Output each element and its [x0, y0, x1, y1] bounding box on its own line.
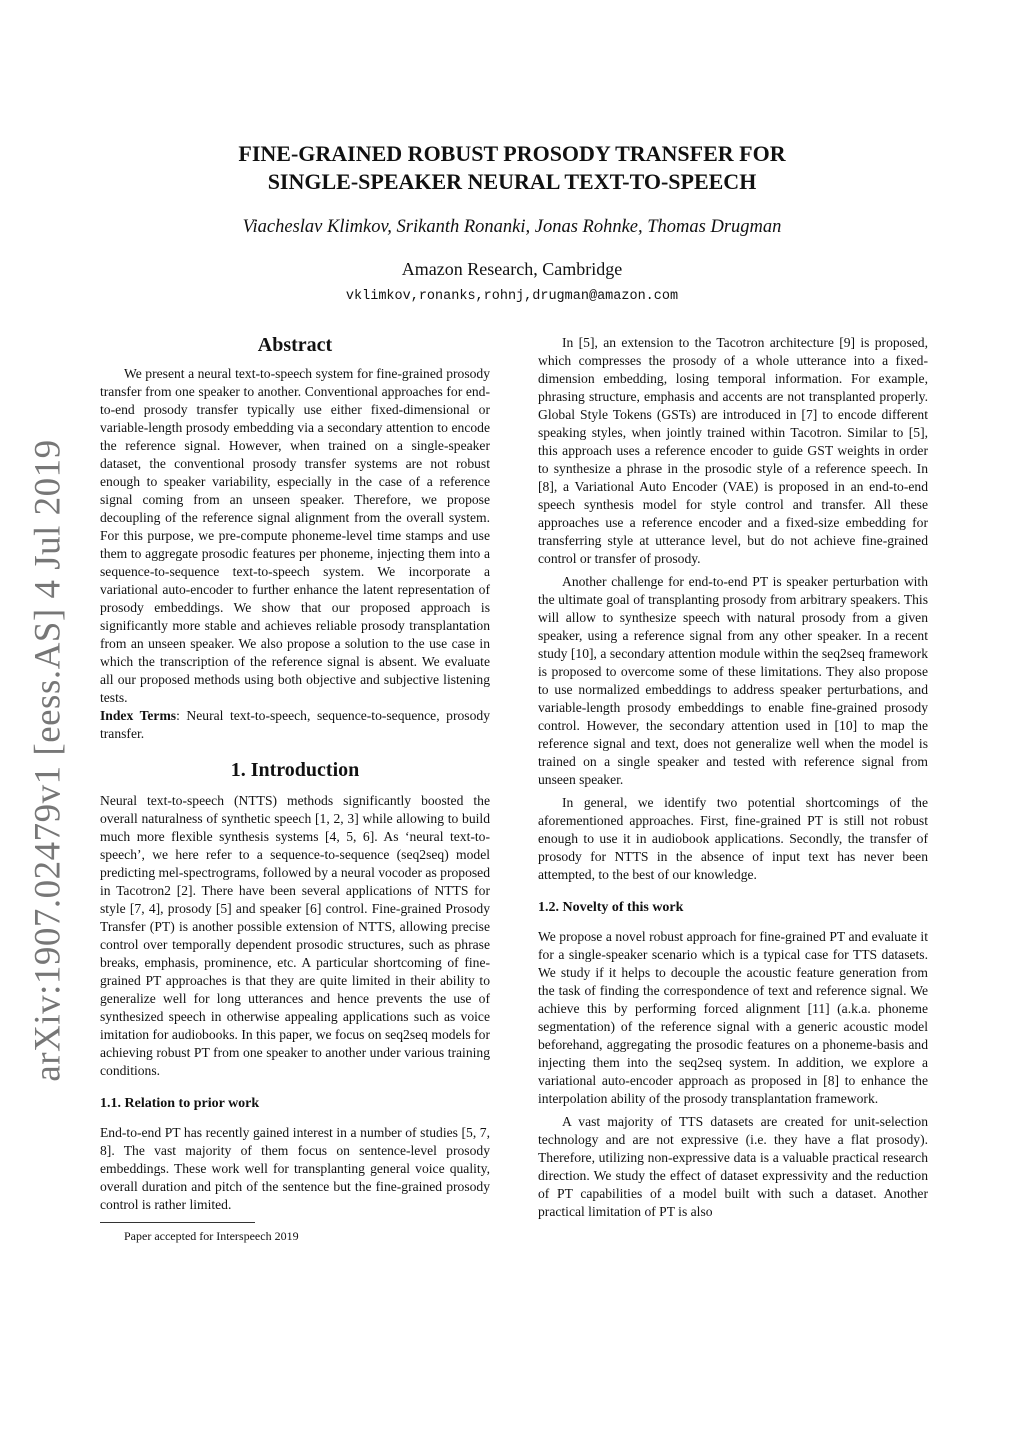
index-terms-label: Index Terms: [100, 708, 177, 723]
related-work-paragraph: End-to-end PT has recently gained interest in a number of studies [5, 7, 8]. The vast majority of them focus on sentence-level prosody embeddings. These work well for transplanting general voice quality, overall duration and pitch of the sentence but the fine-grained prosody control is rather limited.: [100, 1125, 490, 1212]
paper-authors: Viacheslav Klimkov, Srikanth Ronanki, Jonas Rohnke, Thomas Drugman: [242, 217, 782, 237]
right-paragraph-1: In [5], an extension to the Tacotron architecture [9] is proposed, which compresses the prosody of a whole utterance into a fixed-dimension embedding, losing temporal information. For example, phrasing structure, emphasis and accents are not transplanted properly. Global Style Tokens (GSTs) are introduced in [7] to encode different speaking styles, when jointly trained within Tacotron. Similar to [5], this approach uses a reference encoder to guide GST weights in order to synthesize a phrase in the prosodic style of a reference speech. In [8], a Variational Auto Encoder (VAE) is proposed in an end-to-end speech synthesis model for style control and transfer. All these approaches use a reference encoder and a fixed-size embedding for transferring style at utterance level, but do not achieve fine-grained control or transfer of prosody.: [538, 335, 928, 566]
footnote-divider: [100, 1222, 255, 1223]
index-terms: [100, 707, 490, 743]
right-paragraph-2: Another challenge for end-to-end PT is speaker perturbation with the ultimate goal of transplanting prosody from arbitrary speakers. This will allow to synthesize speech with natural prosody from a given speaker, using a reference signal from any other speaker. In a recent study [10], a secondary attention module within the seq2seq framework is proposed to overcome some of these limitations. They also propose to use normalized embeddings to address speaker perturbations, and variable-length prosody embeddings to enable fine-grained prosody control. However, the secondary attention used in [10] to map the reference signal and text, does not generalize well when the model is trained on a single speaker and tested with reference signal from unseen speaker.: [538, 574, 928, 787]
paper-affiliation: Amazon Research, Cambridge: [401, 259, 623, 279]
left-column: [100, 334, 490, 1245]
abstract-text: We present a neural text-to-speech system for fine-grained prosody transfer from one speaker to another. Conventional approaches for end-to-end prosody transfer typically use either fixed-dimensional or variable-length prosody embedding via a secondary attention to encode the reference signal. However, when trained on a single-speaker dataset, the conventional prosody transfer systems are not robust enough to speaker variability, especially in the case of a reference signal coming from an unseen speaker. Therefore, we propose decoupling of the reference signal alignment from the overall system. For this purpose, we pre-compute phoneme-level time stamps and use them to aggregate prosodic features per phoneme, injecting them into a sequence-to-sequence text-to-speech system. We incorporate a variational auto-encoder to further enhance the latent representation of prosody embeddings. We show that our proposed approach is significantly more stable and achieves reliable prosody transplantation from an unseen speaker. We also propose a solution to the use case in which the transcription of the reference signal is absent. We evaluate all our proposed methods using both objective and subjective listening tests.: [100, 366, 490, 705]
paper-email: vklimkov,ronanks,rohnj,drugman@amazon.com: [345, 289, 679, 304]
arxiv-identifier-text: arXiv:1907.02479v1 [eess.AS] 4 Jul 2019: [27, 438, 69, 1082]
related-work-heading: 1.1. Relation to prior work: [100, 1096, 260, 1111]
novelty-paragraph-1: We propose a novel robust approach for fine-grained PT and evaluate it for a single-speaker scenario which is a typical case for TTS datasets. We study if it helps to decouple the acoustic feature generation from the task of finding the correspondence of text and reference signal. We achieve this by performing forced alignment [11] (a.k.a. phoneme segmentation) of the reference signal with a generic acoustic model beforehand, aggregating the prosodic features on a phoneme-basis and injecting them into the seq2seq system. In addition, we explore a variational auto-encoder approach as proposed in [8] to enhance the interpolation ability of the prosody transplantation framework.: [538, 929, 928, 1106]
paper-title-line-1: FINE-GRAINED ROBUST PROSODY TRANSFER FOR: [238, 141, 786, 166]
footnote: Paper accepted for Interspeech 2019: [124, 1229, 299, 1243]
right-paragraph-3: In general, we identify two potential shortcomings of the aforementioned approaches. First, fine-grained PT is still not robust enough to use it in audiobook applications. Secondly, the transfer of prosody for NTTS in the absence of input text has never been attempted, to the best of our knowledge.: [538, 795, 928, 882]
paper-title-line-2: SINGLE-SPEAKER NEURAL TEXT-TO-SPEECH: [267, 169, 757, 194]
introduction-heading: 1. Introduction: [230, 759, 360, 781]
index-terms-text: : Neural text-to-speech, sequence-to-sequence, prosody transfer.: [100, 708, 490, 741]
introduction-paragraph: Neural text-to-speech (NTTS) methods significantly boosted the overall naturalness of synthetic speech [1, 2, 3] while allowing to build much more flexible synthesis systems [4, 5, 6]. As ‘neural text-to-speech’, we here refer to a sequence-to-sequence (seq2seq) model predicting mel-spectrograms, followed by a neural vocoder as proposed in Tacotron2 [2]. There have been several applications of NTTS for style [7, 4], prosody [5] and speaker [6] control. Fine-grained Prosody Transfer (PT) is another possible extension of NTTS, allowing precise control over temporally dependent prosodic structures, such as phrase breaks, emphasis, prominence, etc. A particular shortcoming of fine-grained PT approaches is that they are quite limited in their ability to generalize well for long utterances and hence prevents the use of synthesized speech in otherwise appealing applications such as voice imitation for audiobooks. In this paper, we focus on seq2seq models for achieving robust PT from one speaker to another under various training conditions.: [100, 793, 490, 1078]
novelty-paragraph-2: A vast majority of TTS datasets are created for unit-selection technology and are not expressive (i.e. they have a flat prosody). Therefore, utilizing non-expressive data is a valuable practical research direction. We study the effect of dataset expressivity and the reduction of PT capabilities of a model built with such a dataset. Another practical limitation of PT is also: [538, 1114, 928, 1219]
abstract-heading: Abstract: [257, 334, 333, 356]
paper-title: [150, 140, 874, 196]
novelty-heading: 1.2. Novelty of this work: [538, 900, 684, 915]
arxiv-identifier-stamp: [16, 438, 80, 1082]
right-column: [538, 334, 928, 1221]
